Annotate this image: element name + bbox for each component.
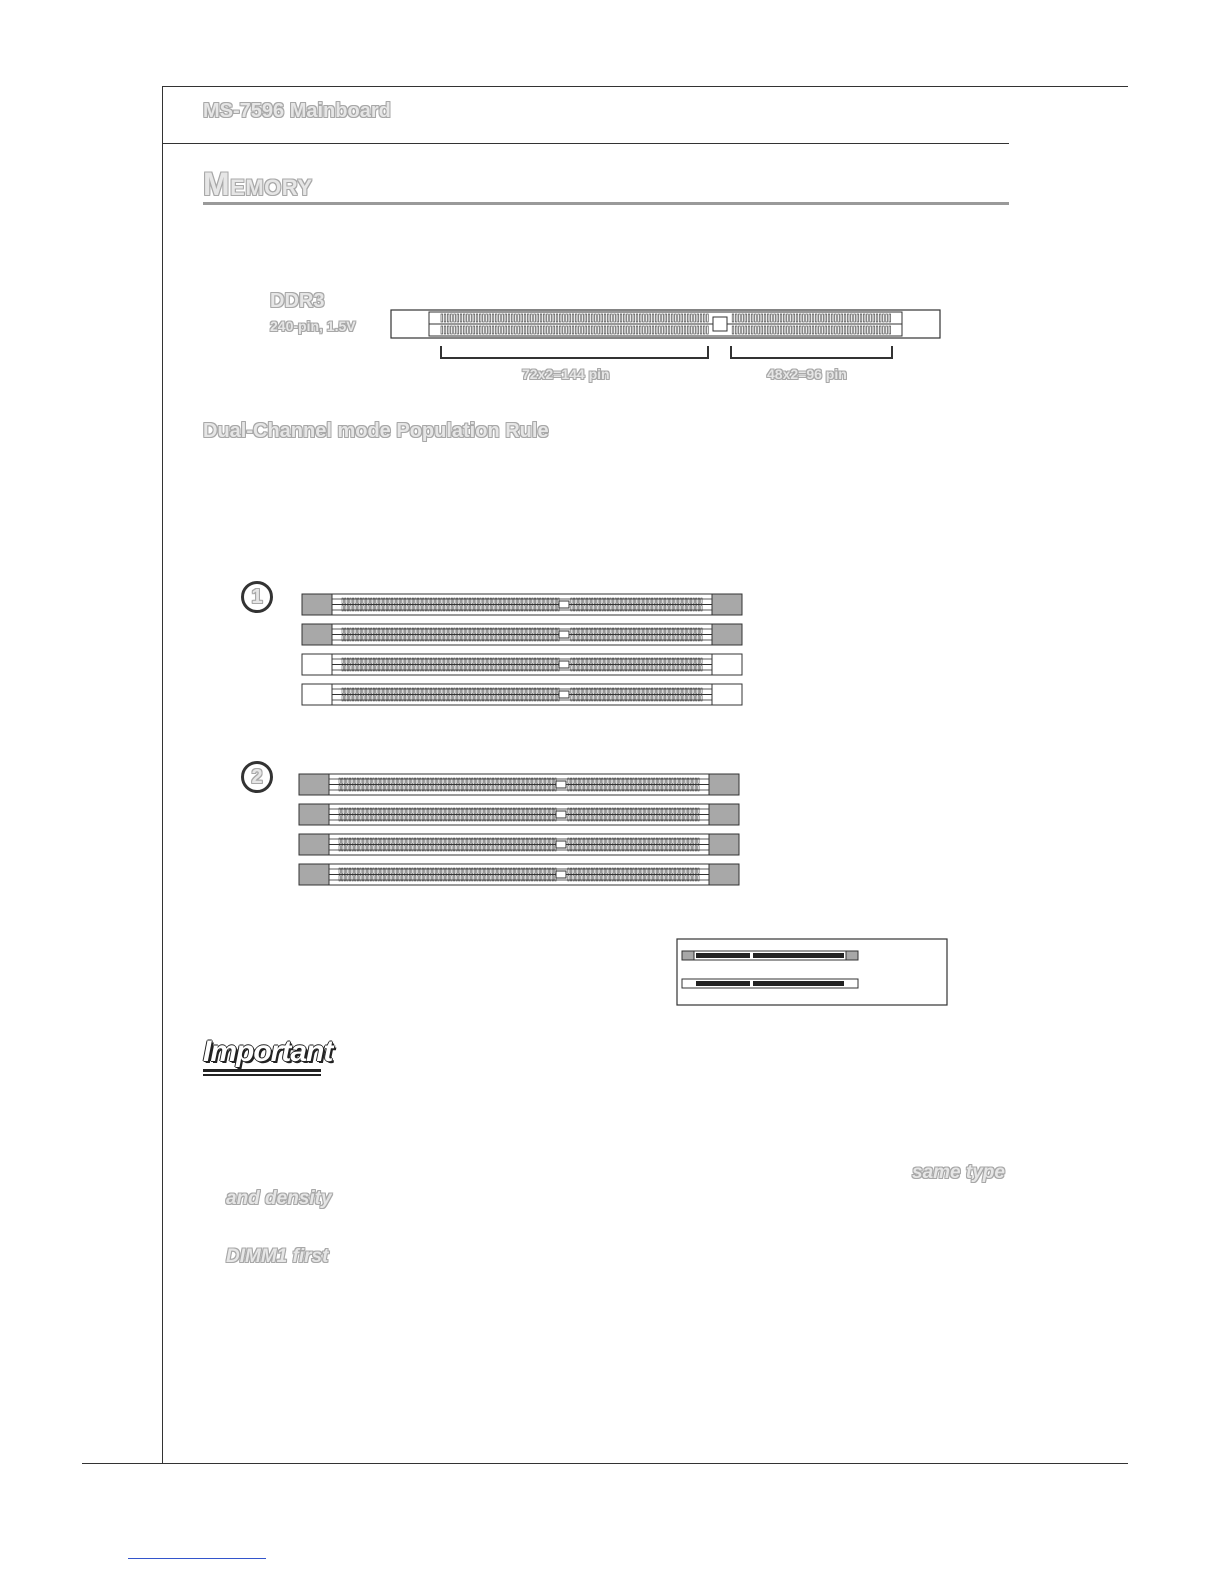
legend-box: [676, 938, 950, 1008]
ddr3-slot-diagram: [380, 300, 960, 390]
legend-empty-slot: [682, 979, 858, 988]
header-title: MS-7596 Mainboard: [203, 100, 391, 122]
diagram-1-number: 1: [241, 581, 273, 613]
pins-right-label: 48x2=96 pin: [767, 366, 847, 382]
diagram-2-slot-4: [299, 864, 739, 885]
legend-installed-slot: [682, 951, 858, 960]
diagram-2-slot-2: [299, 804, 739, 825]
pins-right-bracket: [731, 346, 892, 358]
dual-channel-title: Dual-Channel mode Population Rule: [203, 420, 549, 442]
page-bottom-rule: [82, 1463, 1128, 1464]
diagram-1-slot-4: [302, 684, 742, 705]
note-dimm1-first: DIMM1 first: [226, 1246, 329, 1267]
title-underline: [203, 202, 1009, 205]
page-title: [203, 166, 313, 203]
diagram-2-number: 2: [241, 761, 273, 793]
footer-link-underline: [128, 1558, 266, 1559]
important-underline-1: [203, 1069, 321, 1072]
diagram-1-slot-3: [302, 654, 742, 675]
pins-left-bracket: [441, 346, 708, 358]
important-underline-2: [203, 1074, 321, 1076]
important-heading: Important: [203, 1035, 333, 1068]
header-rule: [162, 143, 1009, 144]
page-title-rest: EMORY: [230, 175, 313, 200]
diagram-1-slot-2: [302, 624, 742, 645]
diagram-1-slot-1: [302, 594, 742, 615]
diagram-1-slots: [300, 592, 746, 708]
ddr-label: DDR3: [270, 290, 325, 312]
page-title-initial: M: [203, 166, 231, 202]
diagram-2-slot-3: [299, 834, 739, 855]
pins-left-label: 72x2=144 pin: [522, 366, 610, 382]
note-same-type: same type: [912, 1162, 1005, 1183]
note-and-density: and density: [226, 1188, 332, 1209]
page-left-rule: [162, 86, 163, 1464]
page-top-rule: [162, 86, 1128, 87]
ddr-spec: 240-pin, 1.5V: [270, 318, 356, 334]
diagram-2-slots: [297, 772, 743, 888]
ddr3-key-notch: [713, 317, 727, 331]
diagram-2-slot-1: [299, 774, 739, 795]
